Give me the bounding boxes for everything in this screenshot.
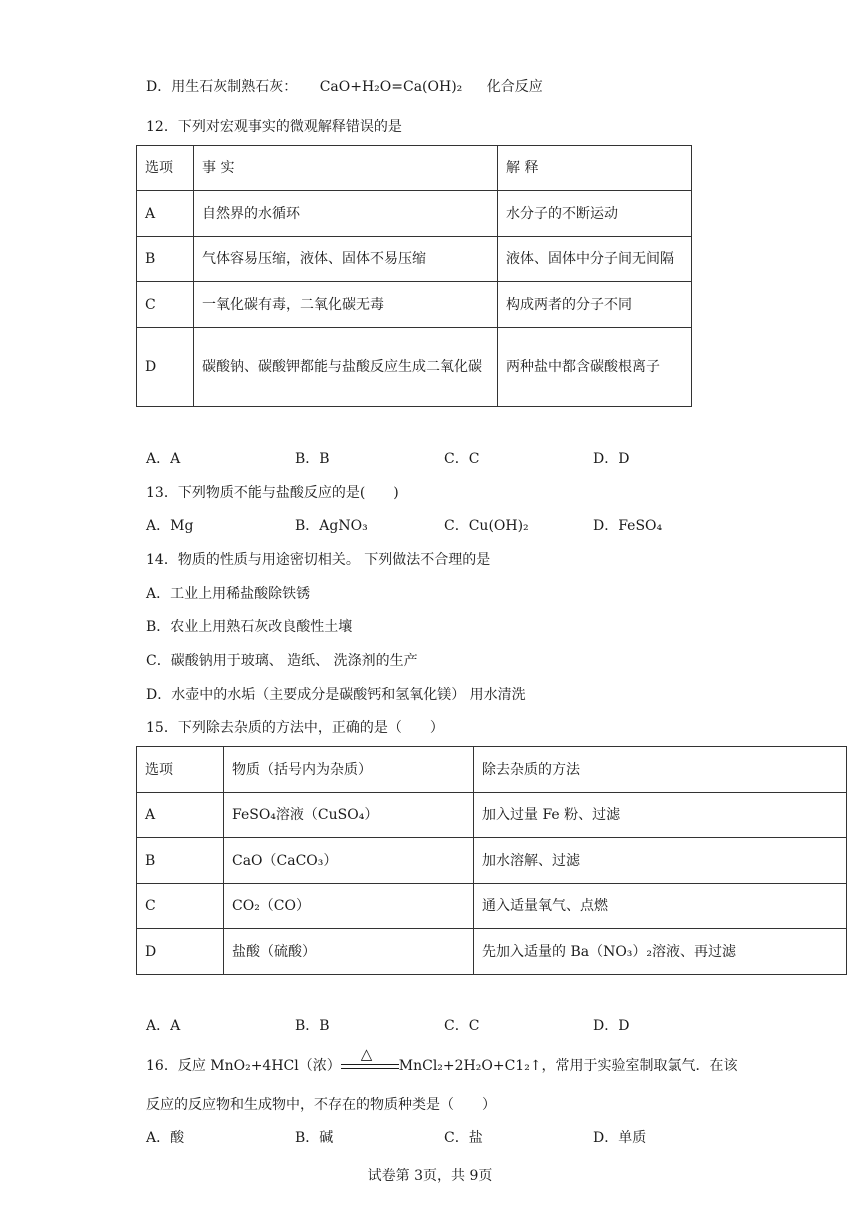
table-cell: 先加入适量的 Ba（NO₃）₂溶液、再过滤 (474, 929, 847, 975)
q15-options (146, 1016, 746, 1036)
table-cell: 构成两者的分子不同 (498, 282, 692, 328)
q14-option-b: B．农业上用熟石灰改良酸性土壤 (146, 619, 353, 635)
table-header-cell: 选项 (137, 747, 224, 793)
table-cell: 碳酸钠、碳酸钾都能与盐酸反应生成二氧化碳 (194, 328, 498, 407)
q11-option-d-text: D．用生石灰制熟石灰： (146, 79, 298, 95)
table-cell: 液体、固体中分子间无间隔 (498, 237, 692, 282)
page-footer: 试卷第 3页，共 9页 (367, 1168, 493, 1184)
table-cell: B (137, 237, 194, 282)
table-header-cell: 选项 (137, 146, 194, 191)
table-cell: 一氧化碳有毒，二氧化碳无毒 (194, 282, 498, 328)
table-cell: 加水溶解、过滤 (474, 838, 847, 884)
q13-option-c: C．Cu(OH)₂ (444, 518, 529, 534)
q13-option-d: D．FeSO₄ (593, 518, 663, 534)
q16-option-c: C．盐 (444, 1130, 483, 1146)
q14-option-a: A．工业上用稀盐酸除铁锈 (146, 586, 311, 602)
table-header-row (137, 747, 847, 793)
q12-table (136, 145, 692, 407)
table-header-row (137, 146, 692, 191)
q13-stem: 13．下列物质不能与盐酸反应的是( ) (146, 485, 399, 501)
q16-reactants: 16．反应 MnO₂+4HCl（浓） (146, 1058, 341, 1074)
q16-stem-line1 (146, 1045, 738, 1076)
table-header-cell: 除去杂质的方法 (474, 747, 847, 793)
table-cell: 盐酸（硫酸） (224, 929, 474, 975)
q14-option-d: D．水壶中的水垢（主要成分是碳酸钙和氢氧化镁） 用水清洗 (146, 687, 526, 703)
q12-options (146, 449, 746, 469)
table-cell: 气体容易压缩，液体、固体不易压缩 (194, 237, 498, 282)
table-cell: 通入适量氧气、点燃 (474, 884, 847, 929)
table-row (137, 793, 847, 838)
heat-triangle-icon: △ (360, 1045, 373, 1063)
q12-option-c: C．C (444, 451, 480, 467)
table-header-cell: 事 实 (194, 146, 498, 191)
table-header-cell: 物质（括号内为杂质） (224, 747, 474, 793)
table-cell: A (137, 191, 194, 237)
table-cell: CO₂（CO） (224, 884, 474, 929)
q16-option-d: D．单质 (593, 1130, 647, 1146)
q11-option-d-formula: CaO+H₂O=Ca(OH)₂ (319, 79, 463, 95)
table-row (137, 191, 692, 237)
q16-option-b: B．碱 (295, 1130, 334, 1146)
table-cell: 两种盐中都含碳酸根离子 (498, 328, 692, 407)
q11-option-d (146, 77, 543, 97)
q11-option-d-type: 化合反应 (486, 79, 543, 95)
table-cell: A (137, 793, 224, 838)
q15-table (136, 746, 847, 975)
q14-stem: 14．物质的性质与用途密切相关。 下列做法不合理的是 (146, 552, 491, 568)
table-row (137, 884, 847, 929)
q12-stem: 12．下列对宏观事实的微观解释错误的是 (146, 119, 402, 135)
q15-option-b: B．B (295, 1018, 330, 1034)
q13-option-b: B．AgNO₃ (295, 518, 368, 534)
table-cell: C (137, 884, 224, 929)
q13-options (146, 516, 746, 536)
table-cell: D (137, 929, 224, 975)
table-cell: B (137, 838, 224, 884)
q15-option-d: D．D (593, 1018, 630, 1034)
q16-options (146, 1128, 746, 1148)
q16-stem-line2: 反应的反应物和生成物中，不存在的物质种类是（ ） (146, 1097, 496, 1113)
q16-products: MnCl₂+2H₂O+C1₂↑，常用于实验室制取氯气．在该 (398, 1058, 738, 1074)
heating-condition-equals-icon (341, 1045, 399, 1076)
table-cell: 加入过量 Fe 粉、过滤 (474, 793, 847, 838)
q12-option-d: D．D (593, 451, 630, 467)
q14-option-c: C．碳酸钠用于玻璃、 造纸、 洗涤剂的生产 (146, 653, 418, 669)
q15-option-c: C．C (444, 1018, 480, 1034)
table-row (137, 237, 692, 282)
table-row (137, 328, 692, 407)
table-header-cell: 解 释 (498, 146, 692, 191)
table-cell: CaO（CaCO₃） (224, 838, 474, 884)
q15-option-a: A．A (146, 1018, 181, 1034)
table-cell: 自然界的水循环 (194, 191, 498, 237)
table-row (137, 838, 847, 884)
q13-option-a: A．Mg (146, 518, 194, 534)
q12-option-b: B．B (295, 451, 330, 467)
table-row (137, 282, 692, 328)
table-row (137, 929, 847, 975)
q15-stem: 15．下列除去杂质的方法中，正确的是（ ） (146, 720, 444, 736)
table-cell: 水分子的不断运动 (498, 191, 692, 237)
q12-option-a: A．A (146, 451, 181, 467)
table-cell: FeSO₄溶液（CuSO₄） (224, 793, 474, 838)
q16-option-a: A．酸 (146, 1130, 185, 1146)
table-cell: C (137, 282, 194, 328)
table-cell: D (137, 328, 194, 407)
